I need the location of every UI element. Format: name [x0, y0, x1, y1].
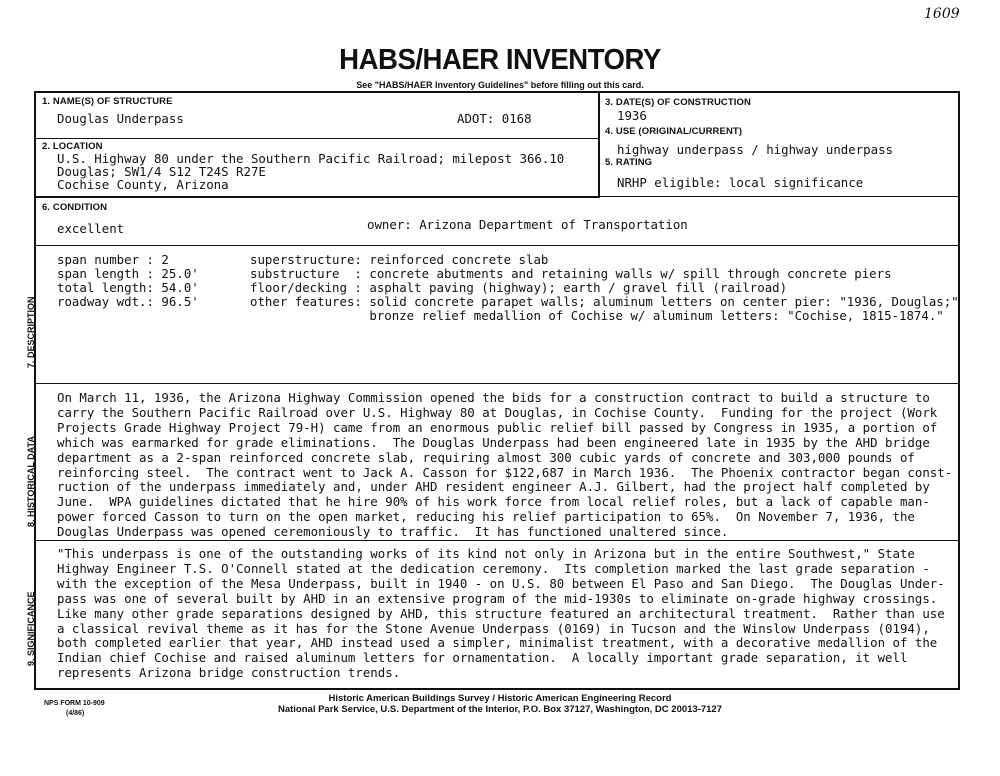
bottom-border — [34, 688, 960, 690]
dates-value: 1936 — [617, 108, 647, 123]
historical-text — [57, 391, 952, 540]
significance-text — [57, 547, 945, 681]
historical-line: power forced Casson to turn on the open market, reducing his relief participation to 65%. On November 7, 1936, the — [57, 509, 915, 525]
location-line-1: U.S. Highway 80 under the Southern Pacific Railroad; milepost 366.10 — [57, 151, 565, 166]
condition-label: 6. CONDITION — [42, 202, 108, 213]
historical-line: Projects Grade Highway Project 79-H) came from an enormous public relief bill passed by Congress in 1935, a portion of — [57, 419, 938, 435]
location-line-3: Cochise County, Arizona — [57, 177, 229, 192]
significance-line: Highway Engineer T.S. O'Connell stated at the dedication ceremony. Its completion marked the last grade separation - — [57, 560, 930, 576]
divider-historical — [34, 383, 960, 384]
desc-right-1: superstructure: reinforced concrete slab — [250, 252, 549, 267]
adot-number: ADOT: 0168 — [457, 111, 532, 126]
vertical-divider — [598, 91, 600, 197]
location-label: 2. LOCATION — [42, 141, 103, 152]
divider-significance — [34, 540, 960, 541]
historical-line: carry the Southern Pacific Railroad over U.S. Highway 80 at Douglas, in Cochise County. Funding for the project (Work — [57, 404, 938, 420]
form-subtitle: See "HABS/HAER Inventory Guidelines" before filling out this card. — [356, 80, 644, 90]
name-label: 1. NAME(S) OF STRUCTURE — [42, 96, 173, 107]
desc-right-3: floor/decking : asphalt paving (highway); earth / gravel fill (railroad) — [250, 280, 788, 295]
description-label: 7. DESCRIPTION — [26, 296, 36, 368]
desc-left-1: span number : 2 — [57, 252, 169, 267]
historical-line: reinforcing steel. The contract went to Jack A. Casson for $122,687 in March 1936. The Phoenix contractor began const- — [57, 464, 953, 480]
rating-label: 5. RATING — [605, 157, 653, 168]
historical-line: June. WPA guidelines dictated that he hire 90% of his work force from local relief roles, but a lack of capable man- — [57, 494, 930, 510]
right-border — [958, 91, 960, 689]
desc-right-2: substructure : concrete abutments and retaining walls w/ spill through concrete piers — [250, 266, 892, 281]
significance-line: Indian chief Cochise and raised aluminum letters for ornamentation. A locally important grade separation, it well — [57, 650, 908, 666]
rating-value: NRHP eligible: local significance — [617, 175, 864, 190]
historical-line: Douglas Underpass was opened ceremoniously to traffic. It has functioned unaltered since. — [57, 524, 729, 540]
form-number: NPS FORM 10-909 — [44, 700, 105, 707]
top-border — [34, 91, 958, 93]
handwritten-number: 1609 — [924, 6, 960, 22]
divider-condition — [34, 196, 600, 198]
significance-label: 9. SIGNIFICANCE — [26, 591, 36, 666]
location-line-2: Douglas; SW1/4 S12 T24S R27E — [57, 164, 266, 179]
condition-value: excellent — [57, 221, 125, 236]
historical-line: department as a 2-span reinforced concrete slab, requiring almost 300 cubic yards of concrete and 303,000 pounds of — [57, 449, 915, 465]
historical-line: which was earmarked for grade eliminations. The Douglas Underpass had been engineered late in 1935 by the AHD bridge — [57, 434, 930, 450]
significance-line: Like many other grade separations designed by AHD, this structure featured an architectural treatment. Rather than use — [57, 605, 945, 621]
historical-label: 8. HISTORICAL DATA — [26, 436, 36, 527]
significance-line: a classical revival theme as it has for the Stone Avenue Underpass (0169) in Tucson and the Winslow Underpass (0194), — [57, 620, 930, 636]
desc-right-4: other features: solid concrete parapet walls; aluminum letters on center pier: "1936, Douglas;" — [250, 294, 959, 309]
form-title: HABS/HAER INVENTORY — [339, 44, 661, 76]
divider-name-location — [34, 138, 600, 139]
desc-left-3: total length: 54.0' — [57, 280, 199, 295]
significance-line: "This underpass is one of the outstanding works of its kind not only in Arizona but in the entire Southwest," State — [57, 546, 915, 561]
use-value: highway underpass / highway underpass — [617, 142, 894, 157]
significance-line: with the exception of the Mesa Underpass, built in 1940 - on U.S. 80 between El Paso and San Diego. The Douglas Under- — [57, 575, 945, 591]
divider-description — [34, 245, 960, 246]
historical-line: On March 11, 1936, the Arizona Highway Commission opened the bids for a construction contract to build a structure to — [57, 390, 930, 405]
divider-rating — [600, 196, 960, 197]
owner-value: owner: Arizona Department of Transportation — [367, 217, 688, 232]
significance-line: pass was one of several built by AHD in an extensive program of the mid-1930s to eliminate on-grade highway crossings. — [57, 590, 938, 606]
footer-line-1: Historic American Buildings Survey / Historic American Engineering Record — [328, 693, 672, 704]
historical-line: ruction of the underpass immediately and, under AHD resident engineer A.J. Gilbert, had the project half completed by — [57, 479, 930, 495]
footer-line-2: National Park Service, U.S. Department of the Interior, P.O. Box 37127, Washington, DC 20013-7127 — [277, 704, 722, 715]
desc-right-5: bronze relief medallion of Cochise w/ aluminum letters: "Cochise, 1815-1874." — [250, 308, 944, 323]
significance-line: both completed earlier that year, AHD instead used a simpler, minimalist treatment, with a decorative medallion of the — [57, 635, 938, 651]
form-date: (4/86) — [66, 710, 85, 717]
dates-label: 3. DATE(S) OF CONSTRUCTION — [605, 97, 751, 108]
desc-left-4: roadway wdt.: 96.5' — [57, 294, 199, 309]
name-value: Douglas Underpass — [57, 111, 184, 126]
use-label: 4. USE (ORIGINAL/CURRENT) — [605, 126, 743, 137]
desc-left-2: span length : 25.0' — [57, 266, 199, 281]
significance-line: represents Arizona bridge construction trends. — [57, 665, 401, 681]
